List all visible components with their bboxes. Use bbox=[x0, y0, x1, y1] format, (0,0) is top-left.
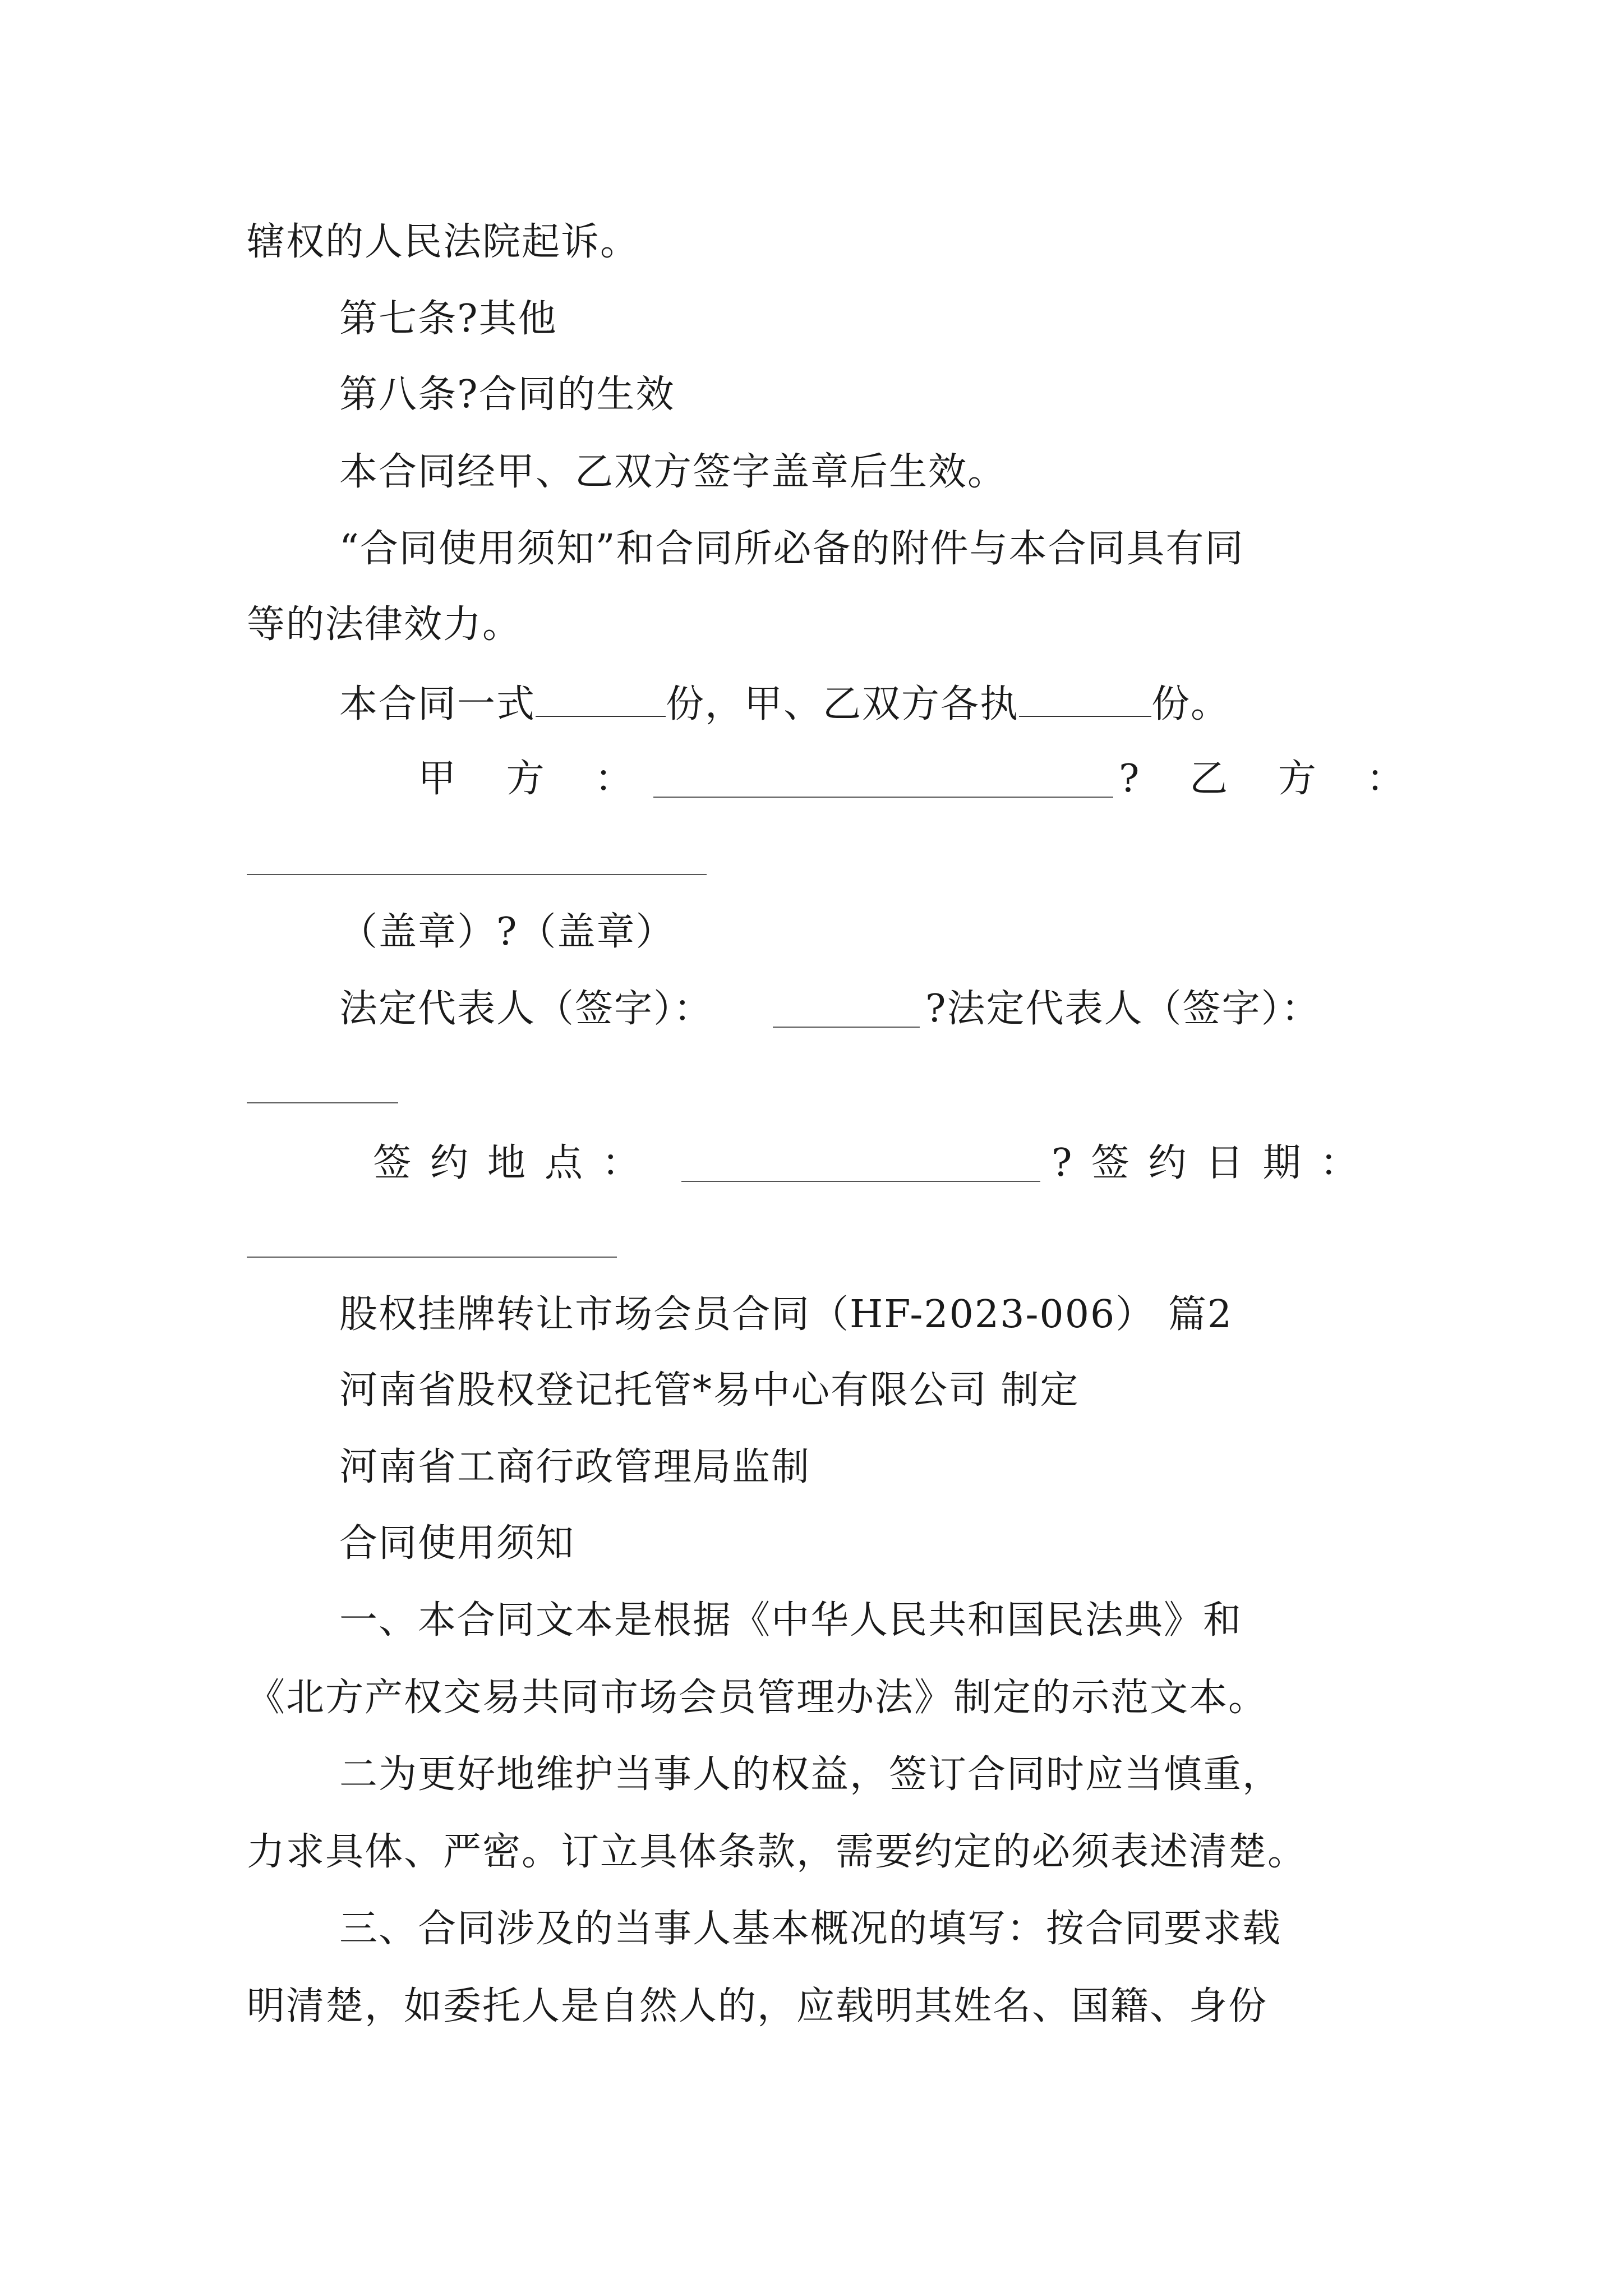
text-line: 二为更好地维护当事人的权益，签订合同时应当慎重， bbox=[339, 1752, 1282, 1797]
section-title: 股权挂牌转让市场会员合同（HF-2023-006） 篇2 bbox=[339, 1292, 1233, 1337]
text-line: 《北方产权交易共同市场会员管理办法》制定的示范文本。 bbox=[247, 1676, 1268, 1720]
sign-date-blank[interactable] bbox=[247, 1257, 617, 1258]
party-a-blank[interactable] bbox=[653, 797, 1113, 798]
text-line: 明清楚，如委托人是自然人的，应载明其姓名、国籍、身份 bbox=[247, 1984, 1268, 2028]
party-a-label: 甲 方 ： bbox=[418, 757, 652, 801]
issuer-line: 河南省股权登记托管*易中心有限公司 制定 bbox=[339, 1368, 1080, 1412]
copies-each-blank[interactable] bbox=[1019, 683, 1151, 717]
sign-place-label: 签约地点： bbox=[373, 1141, 660, 1185]
legal-rep-b-label: ?法定代表人（签字）： bbox=[925, 987, 1321, 1031]
copies-middle: 份，甲、乙双方各执 bbox=[666, 682, 1020, 726]
article-7-heading: 第七条?其他 bbox=[339, 297, 557, 341]
text-line: 力求具体、严密。订立具体条款，需要约定的必须表述清楚。 bbox=[247, 1830, 1307, 1874]
party-b-blank[interactable] bbox=[247, 874, 707, 875]
text-line: 等的法律效力。 bbox=[247, 602, 522, 647]
legal-rep-b-blank[interactable] bbox=[247, 1102, 398, 1103]
copies-total-blank[interactable] bbox=[536, 683, 666, 717]
sign-date-label: ?签约日期： bbox=[1052, 1141, 1377, 1185]
text-line: 本合同经甲、乙双方签字盖章后生效。 bbox=[339, 450, 1007, 494]
copies-line bbox=[339, 683, 1230, 724]
notice-heading: 合同使用须知 bbox=[339, 1521, 575, 1566]
text-line: 三、合同涉及的当事人基本概况的填写：按合同要求载 bbox=[339, 1907, 1282, 1951]
seal-line: （盖章）?（盖章） bbox=[339, 910, 675, 954]
party-b-label: ? 乙 方 ： bbox=[1119, 757, 1424, 801]
legal-rep-a-label: 法定代表人（签字）： bbox=[339, 987, 713, 1031]
legal-rep-a-blank[interactable] bbox=[773, 1027, 920, 1028]
copies-prefix: 本合同一式 bbox=[339, 682, 536, 726]
text-line: 一、本合同文本是根据《中华人民共和国民法典》和 bbox=[339, 1598, 1243, 1642]
text-line: 辖权的人民法院起诉。 bbox=[247, 220, 640, 264]
text-line: “合同使用须知”和合同所必备的附件与本合同具有同 bbox=[339, 527, 1244, 571]
copies-suffix: 份。 bbox=[1151, 682, 1230, 726]
sign-place-blank[interactable] bbox=[681, 1181, 1040, 1182]
supervisor-line: 河南省工商行政管理局监制 bbox=[339, 1445, 811, 1489]
article-8-heading: 第八条?合同的生效 bbox=[339, 372, 675, 417]
